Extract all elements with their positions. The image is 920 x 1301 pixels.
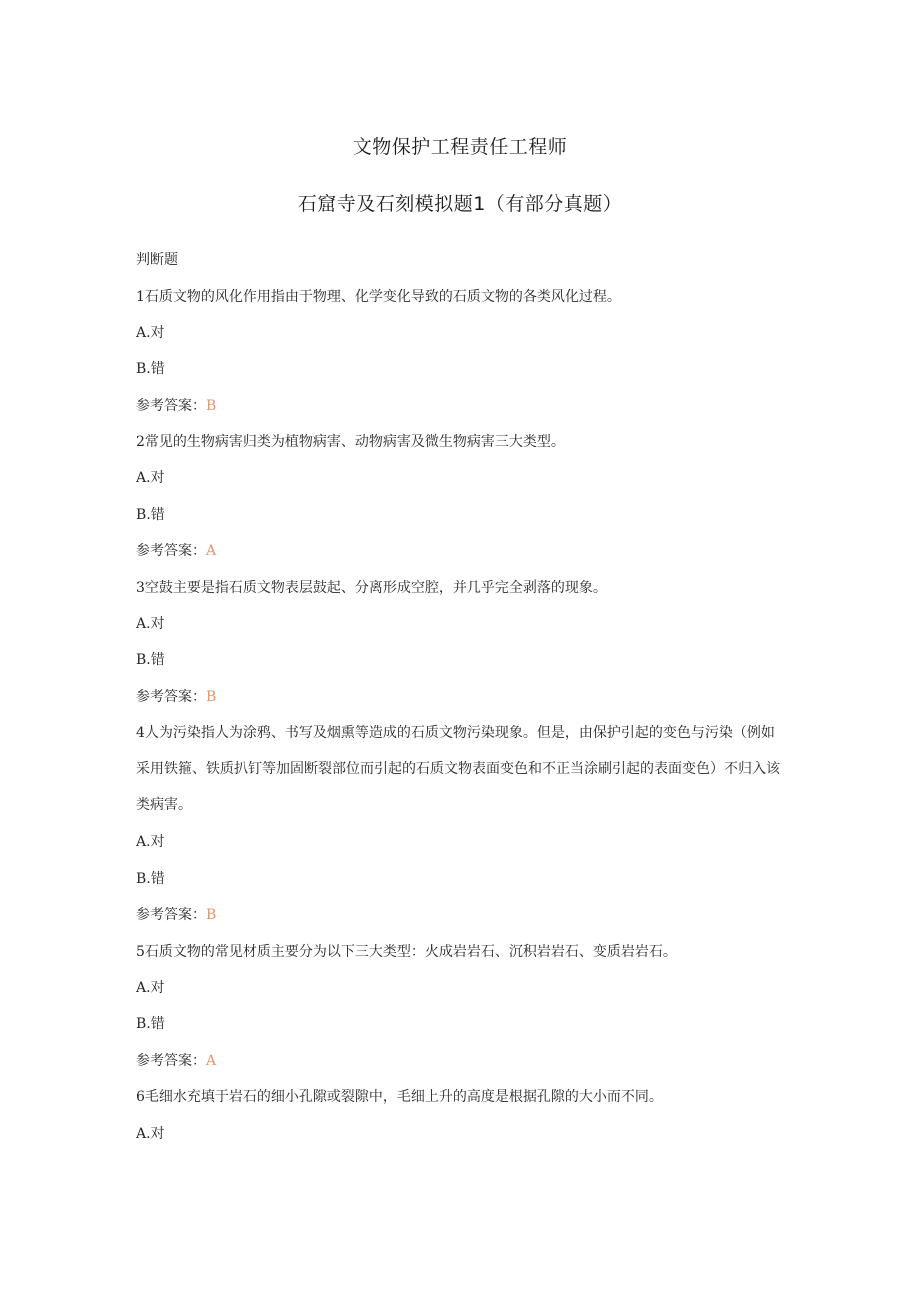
answer-line xyxy=(136,396,216,416)
option-a: A.对 xyxy=(136,834,165,850)
question-text: 5石质文物的常见材质主要分为以下三大类型：火成岩岩石、沉积岩岩石、变质岩岩石。 xyxy=(136,944,677,960)
question-text: 3空鼓主要是指石质文物表层鼓起、分离形成空腔，并几乎完全剥落的现象。 xyxy=(136,580,607,596)
option-a: A.对 xyxy=(136,616,165,632)
answer-label: 参考答案： xyxy=(136,689,206,705)
question-text: 1石质文物的风化作用指由于物理、化学变化导致的石质文物的各类风化过程。 xyxy=(136,289,621,305)
option-b: B.错 xyxy=(136,507,165,523)
question-text: 2常见的生物病害归类为植物病害、动物病害及微生物病害三大类型。 xyxy=(136,434,565,450)
document-subtitle: 石窟寺及石刻模拟题1（有部分真题） xyxy=(297,193,623,215)
answer-value: B xyxy=(206,907,217,923)
option-a: A.对 xyxy=(136,325,165,341)
answer-value: B xyxy=(206,398,217,414)
answer-label: 参考答案： xyxy=(136,1053,206,1069)
document-title: 文物保护工程责任工程师 xyxy=(352,136,568,158)
answer-value: A xyxy=(206,1053,217,1069)
section-label: 判断题 xyxy=(136,252,178,268)
answer-line xyxy=(136,687,216,707)
option-b: B.错 xyxy=(136,871,165,887)
option-b: B.错 xyxy=(136,652,165,668)
question-text: 6毛细水充填于岩石的细小孔隙或裂隙中，毛细上升的高度是根据孔隙的大小而不同。 xyxy=(136,1089,663,1105)
option-a: A.对 xyxy=(136,470,165,486)
option-b: B.错 xyxy=(136,1016,165,1032)
answer-label: 参考答案： xyxy=(136,907,206,923)
option-a: A.对 xyxy=(136,980,165,996)
answer-line xyxy=(136,905,216,925)
question-text: 4人为污染指人为涂鸦、书写及烟熏等造成的石质文物污染现象。但是，由保护引起的变色与污染（例如采用铁箍、铁质扒钉等加固断裂部位而引起的石质文物表面变色和不正当涂刷引起的表面变色）不归入该类病害。 xyxy=(136,725,780,813)
answer-value: A xyxy=(206,543,217,559)
answer-label: 参考答案： xyxy=(136,398,206,414)
answer-line xyxy=(136,541,216,561)
option-b: B.错 xyxy=(136,361,165,377)
answer-line xyxy=(136,1051,216,1071)
option-a: A.对 xyxy=(136,1126,165,1142)
answer-value: B xyxy=(206,689,217,705)
answer-label: 参考答案： xyxy=(136,543,206,559)
